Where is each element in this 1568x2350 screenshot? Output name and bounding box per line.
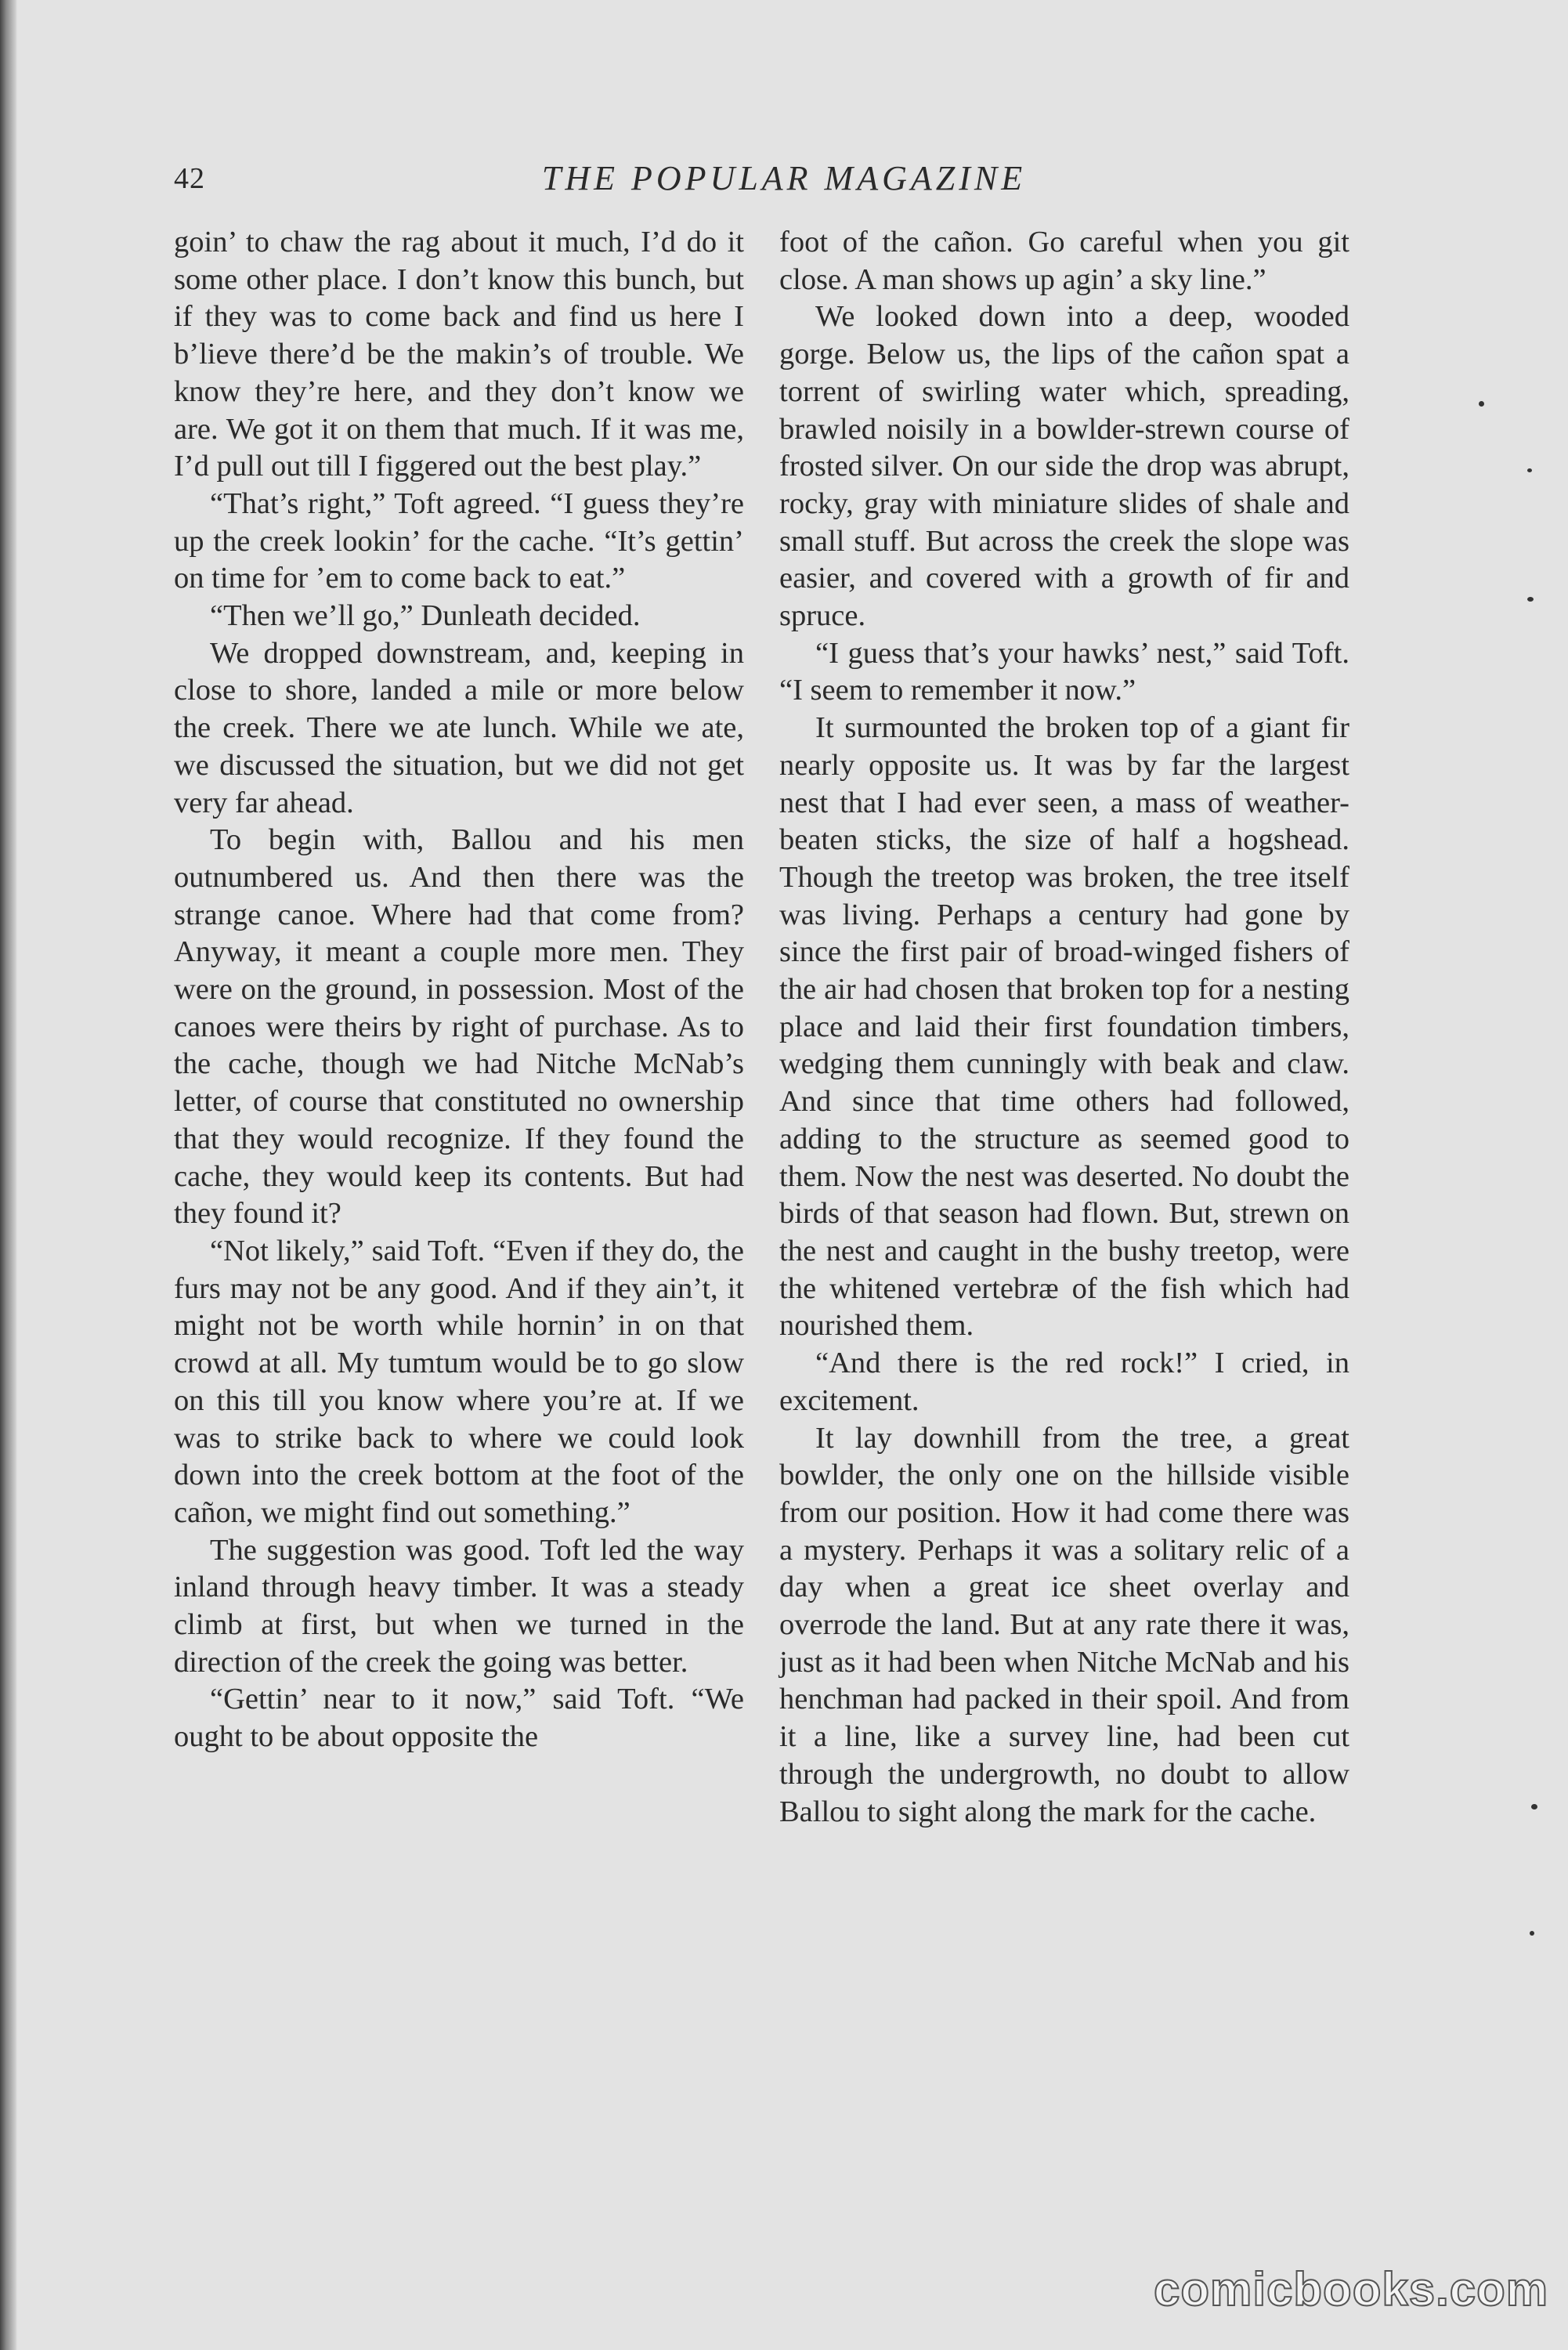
- paragraph: “Gettin’ near to it now,” said Toft. “We ought to be about opposite the: [174, 1683, 744, 1754]
- paragraph: goin’ to chaw the rag about it much, I’d do it some other place. I don’t know this bunch, but if they was to come back and find us here I b’lieve there’d be the makin’s of trouble. We know they’re here, and they don’t know we are. We got it on them that much. If it was me, I’d pull out till I figgered out the best play.”: [174, 226, 744, 483]
- paragraph: “Not likely,” said Toft. “Even if they do, the furs may not be any good. And if they ain’t, it might not be worth while hornin’ in on that crowd at all. My tumtum would be to go slow on this till you know where you’re at. If we was to strike back to where we could look down into the creek bottom at the foot of the cañon, we might find out something.”: [174, 1234, 744, 1529]
- watermark-logo: comicbooks.com: [1154, 2263, 1549, 2316]
- running-title: THE POPULAR MAGAZINE: [541, 159, 1027, 197]
- paragraph: It lay downhill from the tree, a great bowlder, the only one on the hillside visible from our position. How it had come there was a mystery. Perhaps it was a solitary relic of a day when a great ice sheet overlay and overrode the land. But at any rate there it was, just as it had been when Nitche McNab and his henchman had packed in their spoil. And from it a line, like a survey line, had been cut through the undergrowth, no doubt to allow Ballou to sight along the mark for the cache.: [779, 1421, 1349, 1828]
- paragraph: foot of the cañon. Go careful when you git close. A man shows up agin’ a sky line.”: [779, 226, 1349, 296]
- paper-speck: [1527, 597, 1534, 602]
- paragraph: We dropped downstream, and, keeping in close to shore, landed a mile or more below the creek. There we ate lunch. While we ate, we discussed the situation, but we did not get very far ahead.: [174, 636, 744, 819]
- paper-speck: [1530, 1931, 1534, 1936]
- paper-speck: [1527, 468, 1532, 472]
- page-number: 42: [174, 162, 205, 195]
- paper-speck: [1479, 401, 1484, 407]
- paragraph: The suggestion was good. Toft led the way inland through heavy timber. It was a steady climb at first, but when we turned in the direction of the creek the going was better.: [174, 1533, 744, 1679]
- right-column: [779, 224, 1349, 1831]
- left-column: [174, 224, 744, 1756]
- page-binding-edge: [0, 0, 17, 2350]
- paragraph: “And there is the red rock!” I cried, in excitement.: [779, 1347, 1349, 1417]
- paragraph: To begin with, Ballou and his men outnumbered us. And then there was the strange canoe. Where had that come from? Anyway, it meant a couple more men. They were on the ground, in possession. Most of the canoes were theirs by right of purchase. As to the cache, though we had Nitche McNab’s letter, of course that constituted no ownership that they would recognize. If they found the cache, they would keep its contents. But had they found it?: [174, 823, 744, 1231]
- paragraph: We looked down into a deep, wooded gorge. Below us, the lips of the cañon spat a torrent of swirling water which, spreading, brawled noisily in a bowlder-strewn course of frosted silver. On our side the drop was abrupt, rocky, gray with miniature slides of shale and small stuff. But across the creek the slope was easier, and covered with a growth of fir and spruce.: [779, 300, 1349, 633]
- paragraph: “I guess that’s your hawks’ nest,” said Toft. “I seem to remember it now.”: [779, 636, 1349, 707]
- paragraph: “Then we’ll go,” Dunleath decided.: [210, 599, 641, 633]
- page-header: [0, 158, 1568, 205]
- paragraph: “That’s right,” Toft agreed. “I guess they’re up the creek lookin’ for the cache. “It’s gettin’ on time for ’em to come back to eat.”: [174, 486, 744, 595]
- paragraph: It surmounted the broken top of a giant fir nearly opposite us. It was by far the largest nest that I had ever seen, a mass of weather-beaten sticks, the size of half a hogshead. Though the treetop was broken, the tree itself was living. Perhaps a century had gone by since the first pair of broad-winged fishers of the air had chosen that broken top for a nesting place and laid their first foundation timbers, wedging them cunningly with beak and claw. And since that time others had followed, adding to the structure as seemed good to them. Now the nest was deserted. No doubt the birds of that season had flown. But, strewn on the nest and caught in the bushy treetop, were the whitened vertebræ of the fish which had nourished them.: [779, 711, 1349, 1343]
- paper-speck: [1531, 1804, 1537, 1810]
